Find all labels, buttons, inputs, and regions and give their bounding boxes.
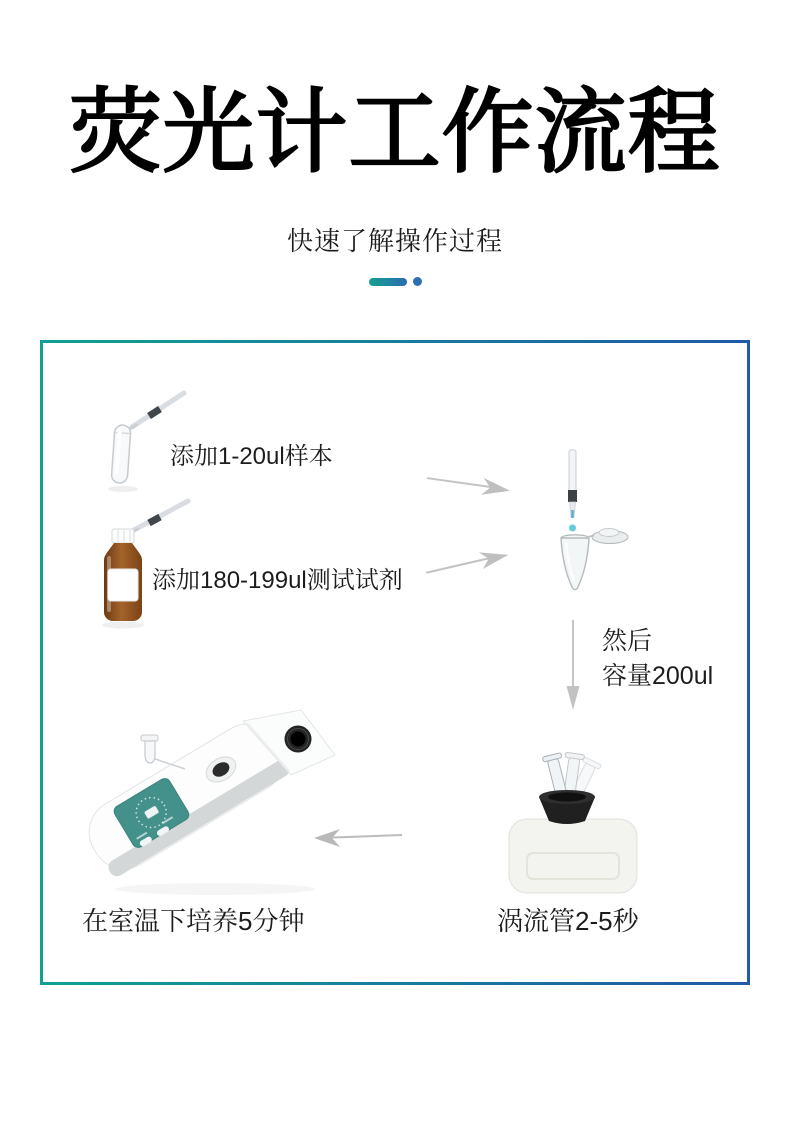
- arrow-right-icon: [422, 466, 516, 510]
- arrow-down-icon: [565, 620, 581, 712]
- pipette-dropping-into-microtube-icon: [548, 448, 638, 598]
- fluorometer-icon: [95, 709, 350, 899]
- step-incubate-label: 在室温下培养5分钟: [82, 906, 305, 936]
- step-add-sample-label: 添加1-20ul样本: [170, 443, 333, 470]
- step-vortex-label: 涡流管2-5秒: [497, 906, 639, 936]
- arrow-right-icon: [422, 541, 517, 592]
- page-title: 荧光计工作流程: [69, 78, 721, 186]
- divider-bar-icon: [369, 278, 407, 286]
- vortex-mixer-icon: [505, 745, 650, 900]
- step-add-reagent-label: 添加180-199ul测试试剂: [152, 567, 403, 594]
- workflow-panel: [40, 340, 750, 985]
- divider-dot-icon: [413, 277, 422, 286]
- step-mix-note: [602, 624, 713, 694]
- step-mix-note-line1: 然后: [602, 627, 653, 655]
- title-divider: [0, 277, 790, 286]
- page-subtitle: 快速了解操作过程: [286, 226, 503, 256]
- step-mix-note-line2: 容量200ul: [602, 662, 714, 690]
